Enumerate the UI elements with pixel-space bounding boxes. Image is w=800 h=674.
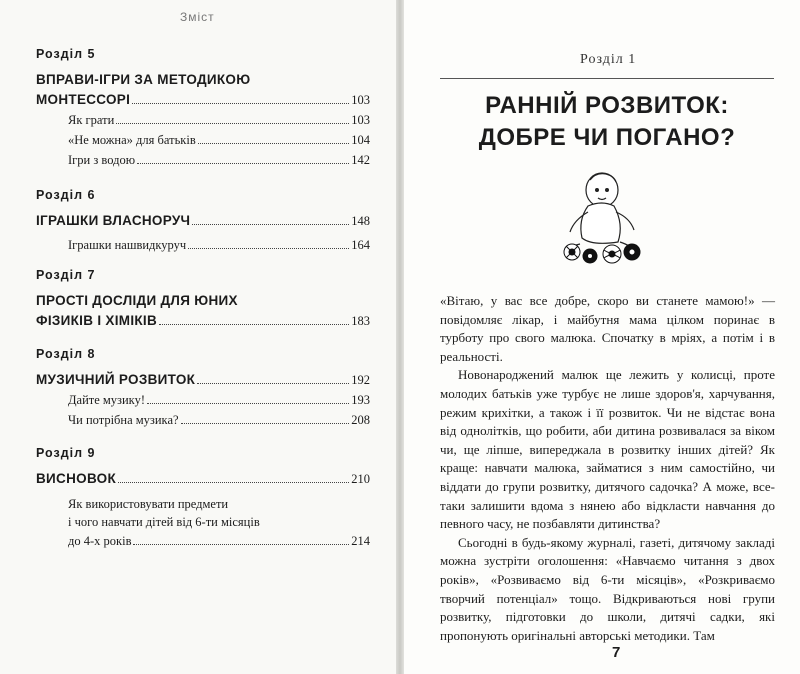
chapter-rule xyxy=(440,78,774,79)
toc-page: 210 xyxy=(351,472,370,486)
toc-title-line3: до 4-х років xyxy=(68,534,132,548)
toc-entry-main[interactable] xyxy=(36,370,370,390)
dot-leader xyxy=(192,223,349,225)
toc-entry[interactable] xyxy=(36,235,370,255)
toc-title-line1: Як використовувати предмети xyxy=(68,497,229,511)
section-label: Розділ 8 xyxy=(36,347,96,361)
toc-entry-main[interactable] xyxy=(36,311,370,331)
toc-page: 183 xyxy=(351,314,370,328)
toc-entry[interactable] xyxy=(36,130,370,150)
toc-entry[interactable] xyxy=(36,150,370,170)
toc-title: Як грати xyxy=(68,113,115,127)
toc-page: 103 xyxy=(351,113,370,127)
book-gutter xyxy=(396,0,404,674)
section-label: Розділ 6 xyxy=(36,188,96,202)
toc-page: 148 xyxy=(351,214,370,228)
dot-leader xyxy=(147,402,349,404)
dot-leader xyxy=(181,422,350,424)
toc-entry[interactable] xyxy=(36,531,370,551)
paragraph: «Вітаю, у вас все добре, скоро ви станете мамою!» — повідомляє лікар, і майбутня мама цілком поринає в турботу про свого малюка. Спочатку в мріях, а потім і в реальності. xyxy=(440,293,775,364)
toc-main-title: ІГРАШКИ ВЛАСНОРУЧ xyxy=(36,213,191,228)
toc-page: 164 xyxy=(351,238,370,252)
toc-entry[interactable] xyxy=(36,390,370,410)
toc-title: «Не можна» для батьків xyxy=(68,133,196,147)
section-label: Розділ 7 xyxy=(36,268,96,282)
toc-page: 193 xyxy=(351,393,370,407)
toc-section-5 xyxy=(36,47,370,170)
toc-title: Дайте музику! xyxy=(68,393,145,407)
dot-leader xyxy=(198,142,350,144)
dot-leader xyxy=(118,481,349,483)
dot-leader xyxy=(159,323,349,325)
toc-main-title-line1: ВПРАВИ-ІГРИ ЗА МЕТОДИКОЮ xyxy=(36,72,251,87)
toc-entry-main[interactable] xyxy=(36,90,370,110)
section-label: Розділ 9 xyxy=(36,446,96,460)
toc-title-line2: і чого навчати дітей від 6-ти місяців xyxy=(68,515,260,529)
toc-main-title-line2: МОНТЕССОРІ xyxy=(36,92,131,107)
toc-page: 208 xyxy=(351,413,370,427)
toc-section-9 xyxy=(36,446,370,551)
toc-page: 192 xyxy=(351,373,370,387)
toc-section-7 xyxy=(36,268,370,331)
dot-leader xyxy=(137,162,349,164)
page-number: 7 xyxy=(612,644,621,661)
toc-main-title: МУЗИЧНИЙ РОЗВИТОК xyxy=(36,372,196,387)
toc-entry-main[interactable] xyxy=(36,469,370,489)
toc-title: Ігри з водою xyxy=(68,153,136,167)
toc-title: Іграшки нашвидкуруч xyxy=(68,238,187,252)
toc-section-6 xyxy=(36,188,370,255)
baby-with-balls-illustration xyxy=(552,160,652,271)
dot-leader xyxy=(133,543,349,545)
section-label: Розділ 5 xyxy=(36,47,96,61)
dot-leader xyxy=(116,122,349,124)
toc-page: 214 xyxy=(351,534,370,548)
chapter-title xyxy=(440,90,774,154)
dot-leader xyxy=(132,102,349,104)
paragraph: Новонароджений малюк ще лежить у колисці, проте молодих батьків уже турбує не лише здоров'я, харчування, режим крихітки, а також і її розвиток. Чи не відстає вона від однолітків, що робити, аби дитина розвивалася за віком чи, ще ліпше, випереджала в розвитку інших дітей? Як краще: навчати малюка, займатися з ним самостійно, чи віддати до групи розвитку, дитячого садочка? А може, все-таки залишити вдома з нянею або відкласти навчання до певного часу, не позбавляти дитинства? xyxy=(440,367,775,532)
toc-page: 104 xyxy=(351,133,370,147)
chapter-label: Розділ 1 xyxy=(580,52,637,67)
dot-leader xyxy=(188,247,349,249)
chapter-body xyxy=(440,292,775,645)
toc-page: 103 xyxy=(351,93,370,107)
toc-main-title-line1: ПРОСТІ ДОСЛІДИ ДЛЯ ЮНИХ xyxy=(36,293,238,308)
toc-entry[interactable] xyxy=(36,410,370,430)
chapter-title-line1: РАННІЙ РОЗВИТОК: xyxy=(485,92,729,119)
toc-page: 142 xyxy=(351,153,370,167)
toc-entry[interactable] xyxy=(36,110,370,130)
paragraph: Сьогодні в будь-якому журналі, газеті, дитячому закладі можна зустріти оголошення: «Навчаємо читання з двох років», «Розвиваємо від 6-ти місяців», «Розкриваємо творчий потенціал» тощо. Відкриваються нові групи розвитку, підготовки до школи, дитячі садки, які пропонують оригінальні авторські методики. Там xyxy=(440,534,775,643)
toc-entry-main[interactable] xyxy=(36,211,370,231)
dot-leader xyxy=(197,382,349,384)
toc-main-title-line2: ФІЗИКІВ І ХІМІКІВ xyxy=(36,313,158,328)
chapter-title-line2: ДОБРЕ ЧИ ПОГАНО? xyxy=(478,124,736,151)
toc-main-title: ВИСНОВОК xyxy=(36,471,117,486)
running-head: Зміст xyxy=(180,10,215,24)
toc-title: Чи потрібна музика? xyxy=(68,413,179,427)
toc-section-8 xyxy=(36,347,370,430)
